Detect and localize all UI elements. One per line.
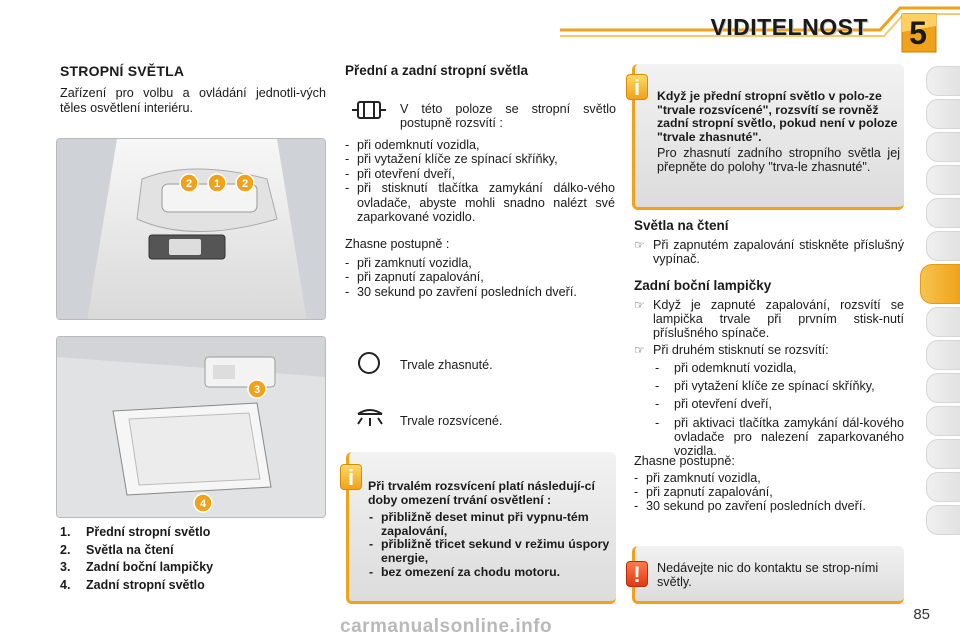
chapter-tabs <box>926 66 960 538</box>
chapter-tab[interactable] <box>926 66 960 96</box>
list-item: - bez omezení za chodu motoru. <box>368 566 612 580</box>
section-heading: Světla na čtení <box>634 218 729 233</box>
chapter-tab[interactable] <box>926 165 960 195</box>
chapter-tab[interactable] <box>926 373 960 403</box>
chapter-number: 5 <box>909 15 927 51</box>
info-icon: i <box>626 74 648 100</box>
rear-ceiling-light-illustration <box>56 336 326 518</box>
chapter-tab-active[interactable] <box>920 264 960 304</box>
reading-light-text: ☞ Při zapnutém zapalování stiskněte příslušný vypínač. <box>634 238 904 267</box>
list-item: - při zapnutí zapalování, <box>345 270 615 284</box>
chapter-tab[interactable] <box>926 439 960 469</box>
callout-2a: 2 <box>185 178 193 190</box>
door-mode-lamp-icon <box>352 98 386 122</box>
duration-list <box>368 511 612 579</box>
warning-icon: ! <box>626 561 648 587</box>
door-mode-description: V této poloze se stropní světlo postupně rozsvítí : <box>400 102 616 130</box>
list-item: - při zapnutí zapalování, <box>634 485 904 499</box>
page-number: 85 <box>913 606 930 623</box>
watermark: carmanualsonline.info <box>340 616 553 637</box>
side-lamp-text: ☞ Když je zapnuté zapalování, rozsvítí se lampička trvale při prvním stisk-nutí příslušného spínače. <box>634 298 904 341</box>
legend-item: 3. Zadní boční lampičky <box>60 560 214 574</box>
list-item: - při otevření dveří, <box>653 397 904 411</box>
off-conditions-list <box>634 471 904 514</box>
section-heading: STROPNÍ SVĚTLA <box>60 63 185 79</box>
list-item: - přibližně třicet sekund v režimu úspory energie, <box>368 538 612 565</box>
list-item: - při stisknutí tlačítka zamykání dálko-vého ovladače, abyste mohli snadno nalézt své zaparkované vozidlo. <box>345 181 615 224</box>
mode-off-label: Trvale zhasnuté. <box>400 358 493 372</box>
pointing-hand-icon: ☞ <box>634 298 645 312</box>
list-item: - při odemknutí vozidla, <box>653 361 904 375</box>
list-item: - 30 sekund po zavření posledních dveří. <box>634 499 904 513</box>
side-lamp-on-list <box>653 361 904 462</box>
list-item: - při otevření dveří, <box>345 167 615 181</box>
legend-item: 2. Světla na čtení <box>60 542 174 557</box>
info-icon: i <box>340 464 362 490</box>
callout-1: 1 <box>213 178 221 190</box>
list-item: - přibližně deset minut při vypnu-tém zapalování, <box>368 511 612 538</box>
callout-2b: 2 <box>241 178 249 190</box>
list-item: - při zamknutí vozidla, <box>345 256 615 270</box>
list-item: - 30 sekund po zavření posledních dveří. <box>345 285 615 299</box>
pointing-hand-icon: ☞ <box>634 343 645 357</box>
legend-item: 1. Přední stropní světlo <box>60 525 211 539</box>
chapter-tab[interactable] <box>926 132 960 162</box>
lamp-on-icon <box>354 406 386 434</box>
lamp-off-icon <box>356 350 382 376</box>
off-heading: Zhasne postupně: <box>634 454 735 468</box>
callout-4: 4 <box>199 498 207 510</box>
warning-text: Nedávejte nic do kontaktu se strop-ními světly. <box>657 561 879 590</box>
legend-list <box>60 524 213 594</box>
section-heading: Přední a zadní stropní světla <box>345 63 529 78</box>
mode-on-label: Trvale rozsvícené. <box>400 414 503 428</box>
off-conditions-list <box>345 256 615 299</box>
off-heading: Zhasne postupně : <box>345 237 450 251</box>
chapter-tab[interactable] <box>926 340 960 370</box>
chapter-tab[interactable] <box>926 99 960 129</box>
info-lead: Při trvalém rozsvícení platí následují-cí doby omezení trvání osvětlení : <box>368 479 595 507</box>
list-item: - při vytažení klíče ze spínací skříňky, <box>653 379 904 393</box>
on-conditions-list <box>345 138 615 224</box>
list-item: - při vytažení klíče ze spínací skříňky, <box>345 152 615 166</box>
chapter-tab[interactable] <box>926 406 960 436</box>
list-item: - při zamknutí vozidla, <box>634 471 904 485</box>
callout-3: 3 <box>253 384 261 396</box>
info-box-text: Pro zhasnutí zadního stropního světla jej přepněte do polohy "trva-le zhasnuté". <box>657 146 900 174</box>
info-box-bold-text: Když je přední stropní světlo v polo-ze "trvale rozsvícené", rozsvítí se rovněž zadní stropní světlo, pokud není v poloze "trvale zhasnuté". <box>657 89 898 144</box>
section-heading: Zadní boční lampičky <box>634 278 772 293</box>
chapter-title: VIDITELNOST <box>710 14 868 40</box>
chapter-tab[interactable] <box>926 472 960 502</box>
list-item: - při aktivaci tlačítka zamykání dál-kového ovladače pro nalezení zaparkovaného vozidla. <box>653 416 904 459</box>
chapter-tab[interactable] <box>926 307 960 337</box>
chapter-tab[interactable] <box>926 505 960 535</box>
legend-item: 4. Zadní stropní světlo <box>60 577 205 592</box>
list-item: - při odemknutí vozidla, <box>345 138 615 152</box>
info-box-text <box>368 480 612 579</box>
intro-paragraph: Zařízení pro volbu a ovládání jednotli-vých těles osvětlení interiéru. <box>60 86 326 115</box>
chapter-tab[interactable] <box>926 231 960 261</box>
side-lamp-second-press-text: ☞ Při druhém stisknutí se rozsvítí: <box>634 343 829 357</box>
pointing-hand-icon: ☞ <box>634 238 645 252</box>
front-ceiling-light-illustration <box>56 138 326 320</box>
chapter-tab[interactable] <box>926 198 960 228</box>
